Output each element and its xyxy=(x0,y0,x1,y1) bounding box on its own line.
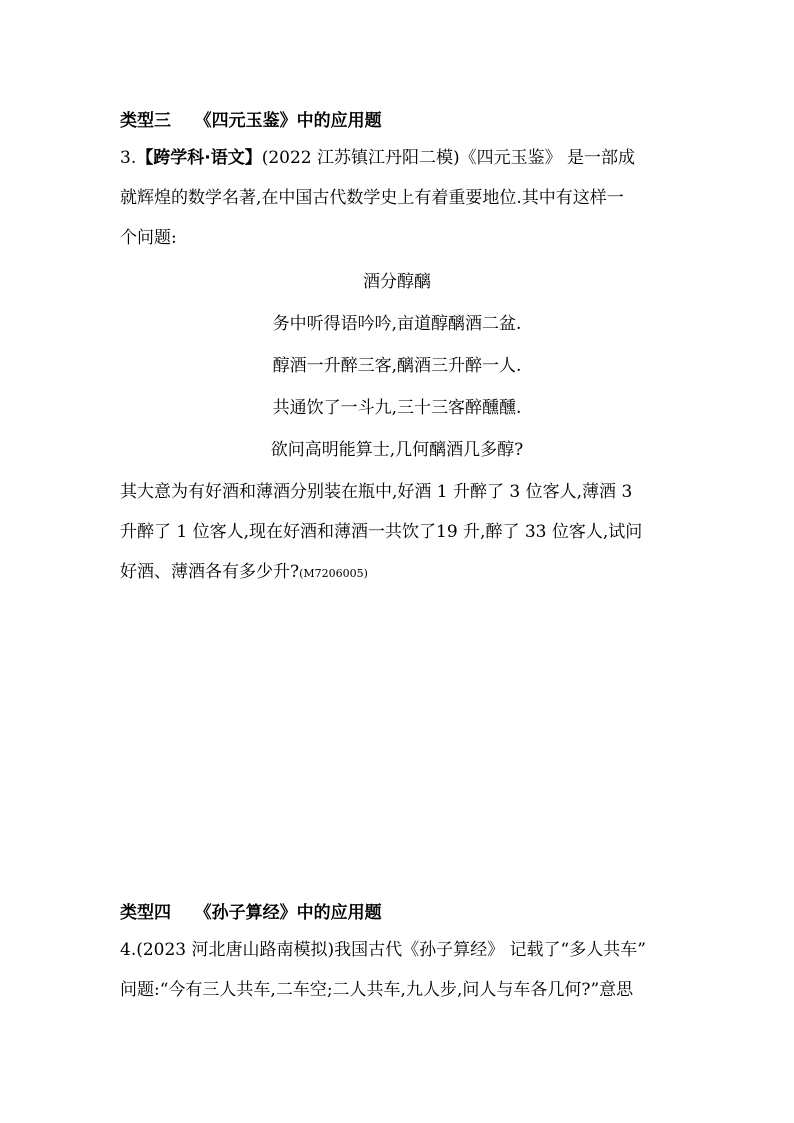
explanation-line-3 xyxy=(120,552,684,594)
question-code: (M7206005) xyxy=(299,567,368,580)
cross-discipline-tag: 【跨学科·语文】 xyxy=(136,148,262,168)
question-3-source: (2022 江苏镇江丹阳二模)《四元玉鉴》 是一部成 xyxy=(261,148,636,168)
question-4-stem xyxy=(120,930,684,1010)
explanation-line-1: 其大意为有好酒和薄酒分别装在瓶中,好酒 1 升醉了 3 位客人,薄酒 3 xyxy=(120,482,633,502)
explanation-question: 好酒、薄酒各有多少升? xyxy=(120,562,300,582)
question-3-number: 3. xyxy=(120,148,137,168)
question-3-stem xyxy=(120,138,684,258)
question-3-explanation xyxy=(120,472,684,594)
poem-line: 共通饮了一斗九,三十三客醉醺醺. xyxy=(272,398,522,418)
poem-line: 醇酒一升醉三客,醨酒三升醉一人. xyxy=(272,356,522,376)
explanation-line-2: 升醉了 1 位客人,现在好酒和薄酒一共饮了19 升,醉了 33 位客人,试问 xyxy=(120,522,643,542)
poem-line: 欲问高明能算士,几何醨酒几多醇? xyxy=(270,440,524,460)
section-heading-type3: 类型三 《四元玉鉴》中的应用题 xyxy=(120,111,382,131)
poem-line: 务中听得语吟吟,亩道醇醨酒二盆. xyxy=(272,314,522,334)
question-3-line-3: 个问题: xyxy=(120,228,177,248)
question-3-line-1 xyxy=(120,138,684,178)
question-3-line-2: 就辉煌的数学名著,在中国古代数学史上有着重要地位.其中有这样一 xyxy=(120,188,624,208)
question-4-line-2: 问题:“今有三人共车,二车空;二人共车,九人步,问人与车各几何?”意思 xyxy=(120,980,634,1000)
section-heading-type4: 类型四 《孙子算经》中的应用题 xyxy=(120,903,382,923)
question-4-line-1: 4.(2023 河北唐山路南模拟)我国古代《孙子算经》 记载了“多人共车” xyxy=(120,940,646,960)
poem-title: 酒分醇醨 xyxy=(363,272,431,292)
